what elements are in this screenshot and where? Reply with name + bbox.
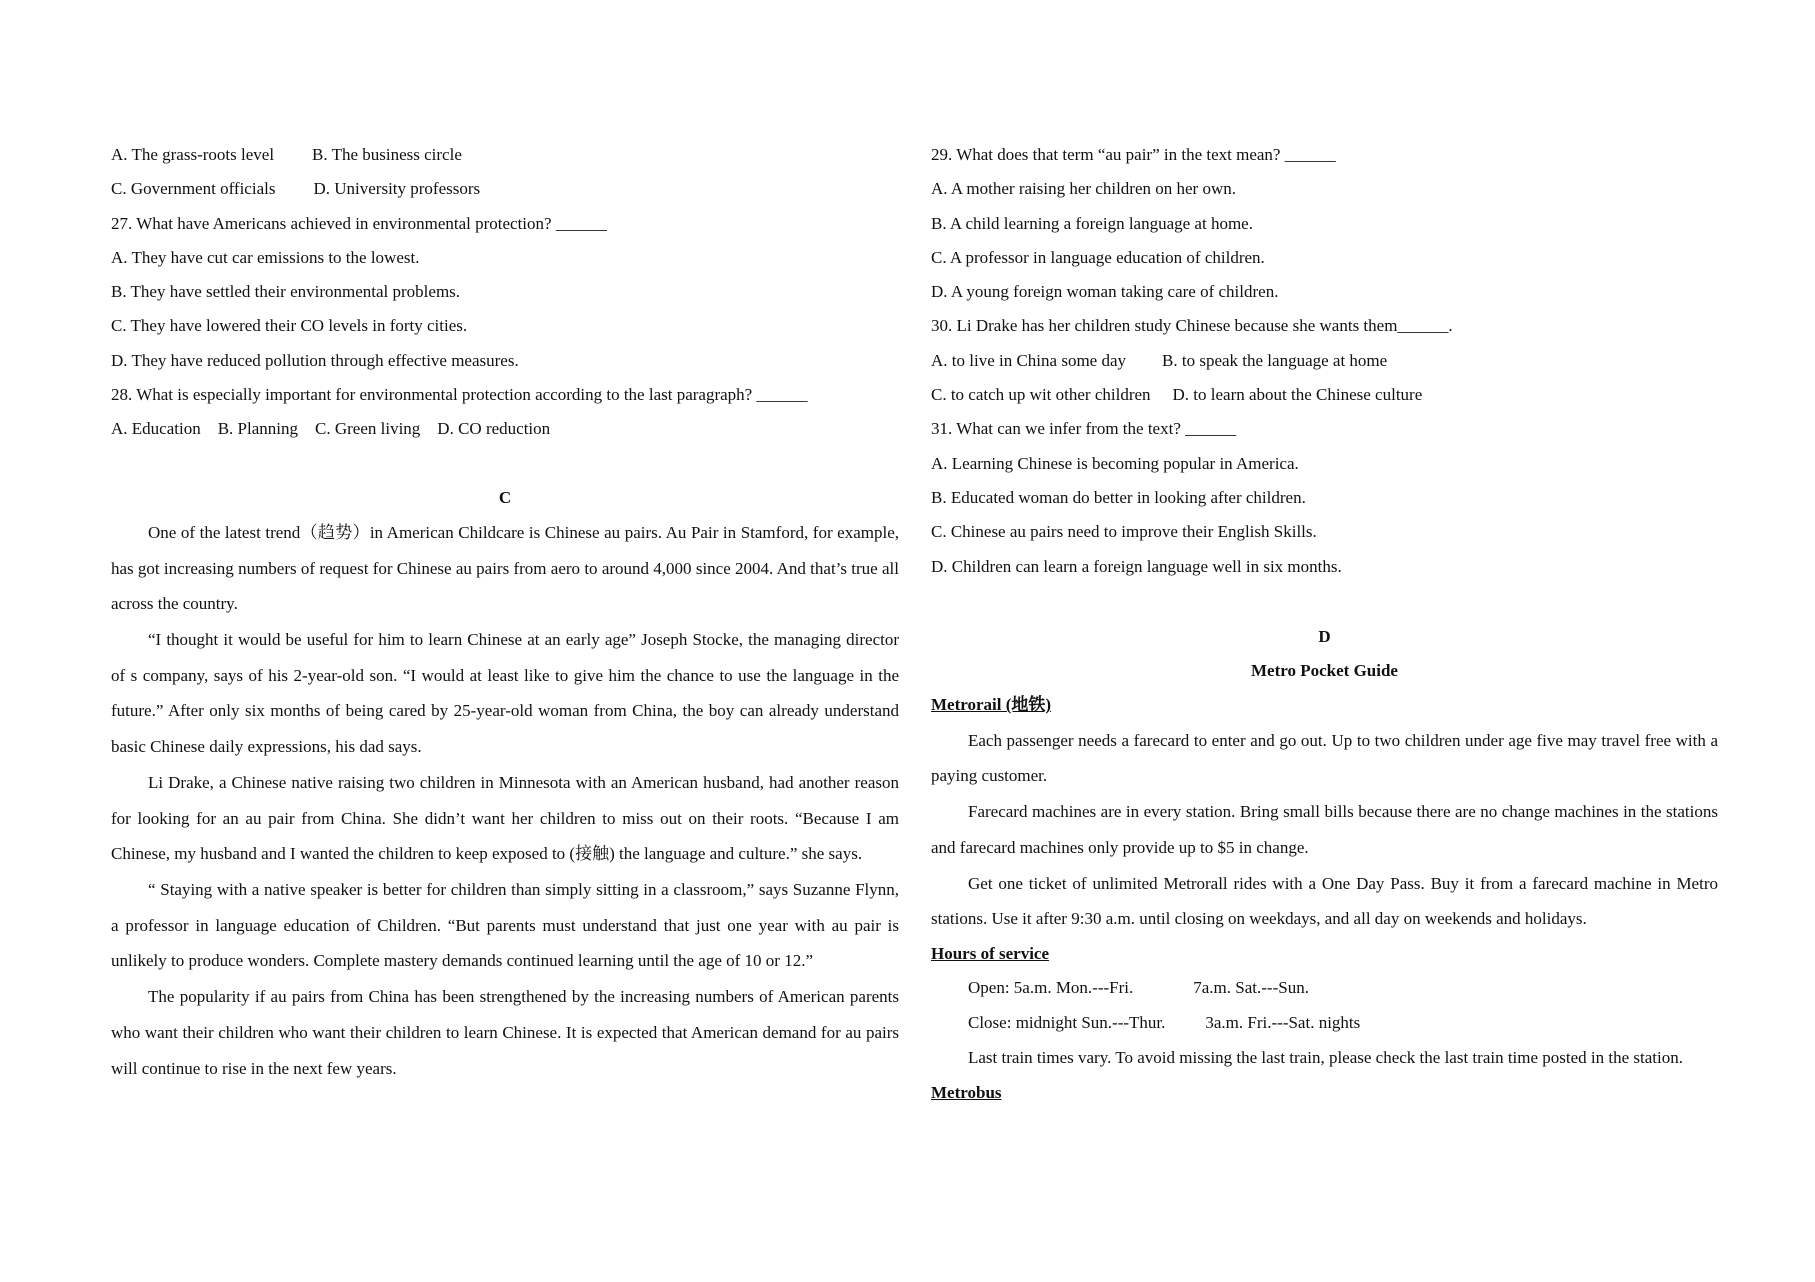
q30-options-row-1 [931,344,1718,378]
q27-option-a: A. They have cut car emissions to the lowest. [111,247,420,267]
q28-option-a: A. Education [111,419,201,439]
q29-question: 29. What does that term “au pair” in the text mean? ______ [931,145,1336,164]
q26-option-c: C. Government officials [111,179,276,199]
q27-option-d: D. They have reduced pollution through effective measures. [111,350,519,370]
q26-options-row-1 [111,138,899,172]
section-c-paragraph-4: “ Staying with a native speaker is better for children than simply sitting in a classroom,” says Suzanne Flynn, a professor in language education of Children. “But parents must understand that just one year with au pair is unlikely to produce wonders. Complete mastery demands continued learning until the age of 10 or 12.” [111,880,899,971]
q31-option-c: C. Chinese au pairs need to improve their English Skills. [931,522,1317,542]
hours-close-row [931,1006,1718,1040]
section-d-title: Metro Pocket Guide [1251,661,1398,681]
section-c-label: C [498,487,512,507]
q31-option-a: A. Learning Chinese is becoming popular in America. [931,453,1299,473]
section-c-paragraph-2: “I thought it would be useful for him to learn Chinese at an early age” Joseph Stocke, the managing director of s company, says of his 2-year-old son. “I would at least like to give him the chance to use the language in the future.” After only six months of being cared by 25-year-old woman from China, the boy can already understand basic Chinese daily expressions, his dad says. [111,630,899,757]
hours-open-row [931,971,1718,1005]
q26-option-a: A. The grass-roots level [111,145,275,164]
metrorail-paragraph-1: Each passenger needs a farecard to enter and go out. Up to two children under age five may travel free with a paying customer. [931,730,1718,786]
q28-options-row [111,412,899,446]
q26-options-row-2 [111,172,899,206]
q30-options-row-2 [931,378,1718,412]
q30-question: 30. Li Drake has her children study Chinese because she wants them______. [931,316,1453,336]
q30-option-b: B. to speak the language at home [1162,350,1388,370]
section-c-paragraph-5: The popularity if au pairs from China has been strengthened by the increasing numbers of American parents who want their children who want their children to learn Chinese. It is expected that American demand for au pairs will continue to rise in the next few years. [111,987,899,1078]
right-column [931,138,1718,1110]
hours-open-weekday: Open: 5a.m. Mon.---Fri. [968,978,1134,998]
left-column [111,138,899,1086]
q30-option-d: D. to learn about the Chinese culture [1172,385,1423,405]
metrorail-paragraph-2: Farecard machines are in every station. Bring small bills because there are no change machines in the stations and farecard machines only provide up to $5 in change. [931,802,1718,857]
q29-option-d: D. A young foreign woman taking care of children. [931,282,1279,302]
q31-question: 31. What can we infer from the text? ______ [931,419,1237,439]
q31-option-d: D. Children can learn a foreign language well in six months. [931,556,1342,576]
q28-option-b: B. Planning [217,419,298,439]
hours-close-weekday: Close: midnight Sun.---Thur. [968,1012,1166,1032]
q30-option-a: A. to live in China some day [931,350,1127,370]
section-c-paragraph-1: One of the latest trend（趋势）in American Childcare is Chinese au pairs. Au Pair in Stamford, for example, has got increasing numbers of request for Chinese au pairs from aero to around 4,000 since 2004. And that’s true all across the country. [111,522,899,614]
q31-option-b: B. Educated woman do better in looking after children. [931,487,1306,507]
last-train-paragraph: Last train times vary. To avoid missing the last train, please check the last train time posted in the station. [968,1047,1684,1067]
q28-option-d: D. CO reduction [437,419,551,439]
section-d-label: D [1318,626,1331,646]
q29-option-a: A. A mother raising her children on her own. [931,179,1236,199]
metrorail-paragraph-3: Get one ticket of unlimited Metrorall rides with a One Day Pass. Buy it from a farecard machine in Metro stations. Use it after 9:30 a.m. until closing on weekdays, and all day on weekends and holidays. [931,873,1718,929]
hours-heading: Hours of service [931,943,1050,963]
q26-option-b: B. The business circle [312,145,462,164]
q27-question: 27. What have Americans achieved in environmental protection? ______ [111,213,607,233]
q27-option-b: B. They have settled their environmental problems. [111,282,461,302]
hours-close-weekend: 3a.m. Fri.---Sat. nights [1205,1012,1361,1032]
q27-option-c: C. They have lowered their CO levels in forty cities. [111,316,468,336]
metrorail-heading: Metrorail (地铁) [931,695,1052,715]
q26-option-d: D. University professors [313,179,481,199]
q28-option-c: C. Green living [315,419,421,439]
q29-option-c: C. A professor in language education of children. [931,247,1265,267]
section-c-paragraph-3: Li Drake, a Chinese native raising two children in Minnesota with an American husband, had another reason for looking for an au pair from China. She didn’t want her children to miss out on their roots. “Because I am Chinese, my husband and I wanted the children to keep exposed to (接触) the language and culture.” she says. [111,772,899,864]
q29-option-b: B. A child learning a foreign language at home. [931,213,1253,233]
q30-option-c: C. to catch up wit other children [931,385,1151,405]
q28-question: 28. What is especially important for environmental protection according to the last paragraph? ______ [111,385,808,405]
hours-open-weekend: 7a.m. Sat.---Sun. [1193,978,1309,998]
metrobus-heading: Metrobus [931,1082,1002,1102]
